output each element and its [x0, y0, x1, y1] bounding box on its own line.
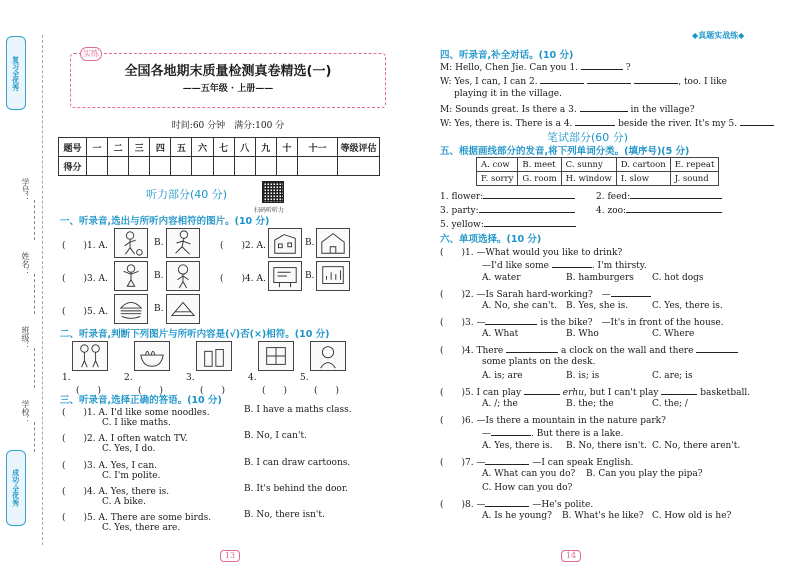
word-cell: E. repeat: [670, 158, 719, 172]
sort-item-3: [440, 204, 575, 216]
q4-b-label: B.: [305, 271, 315, 281]
s3-q4-a: ( )4. A. Yes, there is.: [62, 487, 170, 497]
s3-q1-a: ( )1. A. I'd like some noodles.: [62, 408, 210, 418]
s3-q5-b: B. No, there isn't.: [244, 510, 325, 520]
section-1-heading: 一、听录音,选出与所听内容相符的图片。(10 分): [60, 216, 270, 227]
mc-6-opt-c: C. No, there aren't.: [652, 441, 741, 451]
q3-label: ( )3. A.: [62, 274, 108, 284]
dialog-line-4-text: M: Sounds great. Is there a 3.: [440, 105, 577, 115]
mc-1-line2: [482, 259, 647, 271]
mc-3-blank[interactable]: [485, 316, 537, 325]
score-cell: 八: [234, 138, 255, 157]
mc-2-opt-a: A. No, she can't.: [482, 301, 557, 311]
boy-picture: [166, 261, 200, 291]
sort-item-4: [596, 204, 722, 216]
mc-6-line2-start: —: [482, 429, 491, 439]
school-label: 学校：: [21, 400, 30, 424]
exam-subtitle: ——五年级 · 上册——: [182, 84, 274, 94]
mc-7-blank[interactable]: [485, 456, 529, 465]
written-heading: 笔试部分(60 分): [547, 131, 629, 144]
word-cell: D. cartoon: [616, 158, 670, 172]
mc-5-opt-a: A. /; the: [482, 399, 518, 409]
mc-1-opt-a: A. water: [482, 273, 521, 283]
word-cell: I. slow: [616, 172, 670, 186]
score-table: [58, 137, 380, 176]
score-cell: 六: [192, 138, 213, 157]
dialog-line-4: [440, 103, 695, 115]
mc-4-question-mid: a clock on the wall and there: [560, 346, 694, 356]
score-input-cell[interactable]: [129, 157, 150, 176]
dialog-line-5-mid: beside the river. It's my 5.: [618, 119, 738, 129]
mc-3-opt-b: B. Who: [566, 329, 599, 339]
score-cell: 十: [276, 138, 297, 157]
sec2-answer-3[interactable]: ( ): [200, 386, 226, 396]
section-2-heading: 二、听录音,判断下列图片与所听内容是(√)否(×)相符。(10 分): [60, 329, 330, 340]
school-line: [34, 422, 35, 452]
mc-7-question-start: ( )7. —: [440, 458, 486, 468]
score-table-header-row: [59, 138, 380, 157]
mc-8-blank[interactable]: [485, 498, 529, 507]
word-cell: J. sound: [670, 172, 719, 186]
q1-b-label: B.: [154, 238, 164, 248]
mc-3-question: [440, 315, 724, 328]
word-cell: B. meet: [518, 158, 561, 172]
mc-3-opt-a: A. What: [482, 329, 519, 339]
sort-blank-3[interactable]: [479, 204, 575, 213]
mc-4-opt-b: B. is; is: [566, 371, 600, 381]
girl-dancing-picture: [114, 261, 148, 291]
q4-label: ( )4. A.: [220, 274, 266, 284]
sort-item-2: [596, 190, 722, 202]
noodle-bowl-picture: [134, 341, 170, 371]
s3-q2-b: B. No, I can't.: [244, 431, 307, 441]
left-page-number: 13: [220, 550, 240, 562]
sort-item-4-label: 4. zoo:: [596, 206, 627, 216]
mc-1-opt-b: B. hamburgers: [566, 273, 634, 283]
mc-6-question: ( )6. —Is there a mountain in the nature park?: [440, 416, 666, 426]
word-table: [476, 157, 719, 186]
s3-q1-b: B. I have a maths class.: [244, 405, 352, 415]
name-label: 姓名：: [21, 252, 30, 276]
mc-5-question: [440, 385, 750, 398]
sort-blank-1[interactable]: [483, 190, 575, 199]
score-cell: 七: [213, 138, 234, 157]
s3-q4-b: B. It's behind the door.: [244, 484, 349, 494]
qr-label: 扫码听听力: [254, 207, 285, 214]
mc-4-question: [440, 343, 738, 356]
cut-line: [42, 35, 43, 545]
exam-title: 全国各地期末质量检测真卷精选(一): [124, 64, 332, 79]
mc-5-blank-2[interactable]: [661, 386, 697, 395]
mc-4-blank-1[interactable]: [506, 344, 558, 353]
mc-1-opt-c: C. hot dogs: [652, 273, 704, 283]
blank-4[interactable]: [575, 117, 615, 126]
dialog-line-2: [440, 75, 727, 87]
word-cell: C. sunny: [561, 158, 616, 172]
sort-item-5-label: 5. yellow:: [440, 220, 484, 230]
word-cell: A. cow: [477, 158, 518, 172]
dialog-line-2-end: , too. I like: [678, 77, 727, 87]
mc-6-opt-b: B. No, there isn't.: [566, 441, 647, 451]
s3-q2-c: C. Yes, I do.: [102, 444, 156, 454]
blank-2c[interactable]: [634, 75, 678, 84]
score-input-cell[interactable]: [255, 157, 276, 176]
score-input-cell[interactable]: [171, 157, 192, 176]
word-row: [477, 158, 719, 172]
two-kids-picture: [72, 341, 108, 371]
word-cell: H. window: [561, 172, 616, 186]
mc-8-opt-a: A. Is he young?: [482, 511, 552, 521]
building-picture: [268, 228, 302, 258]
house-picture: [316, 228, 350, 258]
score-cell: 一: [87, 138, 108, 157]
section-3-heading: 三、听录音,选择正确的答语。(10 分): [60, 395, 222, 406]
girl-portrait-picture: [310, 341, 346, 371]
q1-label: ( )1. A.: [62, 241, 108, 251]
score-cell: 四: [150, 138, 171, 157]
mc-1-line2-text: —I'd like some: [482, 261, 549, 271]
section-5-heading: 五、根据画线部分的发音,将下列单词分类。(填序号)(5 分): [440, 146, 690, 157]
mc-4-opt-a: A. is; are: [482, 371, 523, 381]
sec2-answer-4[interactable]: ( ): [262, 386, 288, 396]
runner-picture: [166, 228, 200, 258]
mc-2-question: [440, 287, 651, 300]
mc-2-blank[interactable]: [611, 288, 651, 297]
mc-6-line2-end: . But there is a lake.: [531, 429, 624, 439]
mc-1-line2-end: . I'm thirsty.: [591, 261, 647, 271]
score-input-cell[interactable]: [108, 157, 129, 176]
sort-blank-2[interactable]: [630, 190, 722, 199]
mc-7-opt-c: C. How can you do?: [482, 483, 573, 493]
mc-8-question-start: ( )8. —: [440, 500, 486, 510]
mc-2-opt-b: B. Yes, she is.: [566, 301, 629, 311]
dialog-line-2-text: W: Yes, I can, I can 2.: [440, 77, 538, 87]
s3-q3-c: C. I'm polite.: [102, 471, 161, 481]
sec2-answer-2[interactable]: ( ): [138, 386, 164, 396]
q5-label: ( )5. A.: [62, 307, 108, 317]
score-cell: 九: [255, 138, 276, 157]
mc-8-question-end: —He's polite.: [532, 500, 594, 510]
sec2-num-4: 4.: [248, 373, 257, 383]
mc-1-blank[interactable]: [552, 259, 592, 268]
sec2-num-2: 2.: [124, 373, 133, 383]
top-tab: 复习全优秀: [6, 36, 26, 110]
score-input-cell[interactable]: [297, 157, 337, 176]
score-input-cell[interactable]: [234, 157, 255, 176]
score-cell: 等级评估: [338, 138, 380, 157]
class-line: [34, 348, 35, 388]
sec2-answer-1[interactable]: ( ): [76, 386, 102, 396]
sandwich-picture: [166, 294, 200, 324]
mc-4-question-start: ( )4. There: [440, 346, 504, 356]
blank-2a[interactable]: [540, 75, 584, 84]
word-row: [477, 172, 719, 186]
blank-5[interactable]: [740, 117, 774, 126]
s3-q5-a: ( )5. A. There are some birds.: [62, 513, 212, 523]
mc-5-question-start: ( )5. I can play: [440, 388, 522, 398]
sec2-answer-5[interactable]: ( ): [314, 386, 340, 396]
blank-2b[interactable]: [587, 75, 631, 84]
s3-q3-a: ( )3. A. Yes, I can.: [62, 461, 157, 471]
sort-item-3-label: 3. party:: [440, 206, 479, 216]
dialog-line-1: [440, 61, 631, 73]
sec2-num-1: 1.: [62, 373, 71, 383]
mc-5-italic-word: erhu: [562, 388, 585, 398]
score-input-cell[interactable]: [192, 157, 213, 176]
mc-2-question-text: ( )2. —Is Sarah hard-working? —: [440, 290, 611, 300]
score-table-score-row: [59, 157, 380, 176]
mc-8-question: [440, 497, 593, 510]
mc-4-opt-c: C. are; is: [652, 371, 693, 381]
mc-7-opt-b: B. Can you play the pipa?: [586, 469, 703, 479]
dialog-line-3: playing it in the village.: [454, 89, 562, 99]
s3-q3-b: B. I can draw cartoons.: [244, 458, 351, 468]
section-6-heading: 六、单项选择。(10 分): [440, 234, 542, 245]
mc-4-line2: some plants on the desk.: [482, 357, 596, 367]
score-cell: 十一: [297, 138, 337, 157]
blackboard-picture: [268, 261, 302, 291]
chart-board-picture: [316, 261, 350, 291]
student-id-line: [34, 200, 35, 240]
mc-6-blank[interactable]: [491, 427, 531, 436]
window-picture: [258, 341, 294, 371]
mc-6-opt-a: A. Yes, there is.: [482, 441, 553, 451]
score-cell: 五: [171, 138, 192, 157]
mc-5-opt-b: B. the; the: [566, 399, 614, 409]
bottom-tab: 成功·全优秀: [6, 450, 26, 526]
hamburger-picture: [114, 294, 148, 324]
s3-q5-c: C. Yes, there are.: [102, 523, 181, 533]
score-input-cell[interactable]: [87, 157, 108, 176]
margin-strip: [0, 0, 48, 576]
score-input-cell[interactable]: [276, 157, 297, 176]
dialog-line-1-text: M: Hello, Chen Jie. Can you 1.: [440, 63, 579, 73]
mc-5-opt-c: C. the; /: [652, 399, 688, 409]
score-cell: 二: [108, 138, 129, 157]
q3-b-label: B.: [154, 271, 164, 281]
sort-blank-4[interactable]: [626, 204, 722, 213]
mc-1-question: ( )1. —What would you like to drink?: [440, 248, 623, 258]
score-input-cell[interactable]: [213, 157, 234, 176]
mc-3-opt-c: C. Where: [652, 329, 695, 339]
s3-q1-c: C. I like maths.: [102, 418, 171, 428]
mc-7-question: [440, 455, 633, 468]
dialog-line-5-text: W: Yes, there is. There is a 4.: [440, 119, 573, 129]
sec2-num-5: 5.: [300, 373, 309, 383]
section-4-heading: 四、听录音,补全对话。(10 分): [440, 50, 574, 61]
sort-blank-5[interactable]: [484, 218, 576, 227]
q2-b-label: B.: [305, 238, 315, 248]
dialog-line-1-end: ?: [625, 63, 631, 73]
mc-8-opt-b: B. What's he like?: [562, 511, 644, 521]
score-input-cell[interactable]: [338, 157, 380, 176]
mc-8-opt-c: C. How old is he?: [652, 511, 732, 521]
practice-badge: 实练: [80, 47, 102, 61]
mc-5-blank-1[interactable]: [524, 386, 560, 395]
student-id-label: 学号：: [21, 178, 30, 202]
s3-q2-a: ( )2. A. I often watch TV.: [62, 434, 188, 444]
mc-3-question-start: ( )3. —: [440, 318, 486, 328]
mc-7-opt-a: A. What can you do?: [482, 469, 576, 479]
q5-b-label: B.: [154, 304, 164, 314]
listening-heading: 听力部分(40 分): [146, 188, 228, 201]
sort-item-5: [440, 218, 576, 230]
mc-6-line2: [482, 427, 623, 439]
right-page-number: 14: [561, 550, 581, 562]
sort-item-1: [440, 190, 575, 202]
mc-7-question-end: —I can speak English.: [532, 458, 634, 468]
sort-item-2-label: 2. feed:: [596, 192, 631, 202]
mc-5-question-mid: , but I can't play: [584, 388, 659, 398]
corner-badge: ◆真题实战练◆: [692, 31, 745, 40]
mc-4-blank-2[interactable]: [696, 344, 738, 353]
score-cell: 三: [129, 138, 150, 157]
q2-label: ( )2. A.: [220, 241, 266, 251]
time-score-line: 时间:60 分钟 满分:100 分: [171, 121, 285, 131]
dialog-line-4-end: in the village?: [630, 105, 695, 115]
blank-3[interactable]: [580, 103, 628, 112]
qr-code-icon[interactable]: [262, 181, 284, 203]
score-input-cell[interactable]: [150, 157, 171, 176]
dialog-line-5: [440, 117, 774, 129]
score-cell: 得分: [59, 157, 87, 176]
soccer-player-picture: [114, 228, 148, 258]
sort-item-1-label: 1. flower:: [440, 192, 484, 202]
drinks-picture: [196, 341, 232, 371]
word-cell: G. room: [518, 172, 561, 186]
s3-q4-c: C. A bike.: [102, 497, 146, 507]
class-label: 班级：: [21, 326, 30, 350]
mc-5-question-end: basketball.: [700, 388, 751, 398]
mc-2-opt-c: C. Yes, there is.: [652, 301, 723, 311]
score-cell: 题号: [59, 138, 87, 157]
name-line: [34, 274, 35, 314]
word-cell: F. sorry: [477, 172, 518, 186]
sec2-num-3: 3.: [186, 373, 195, 383]
mc-3-question-end: is the bike? —It's in front of the house.: [540, 318, 724, 328]
blank-1[interactable]: [581, 61, 623, 70]
